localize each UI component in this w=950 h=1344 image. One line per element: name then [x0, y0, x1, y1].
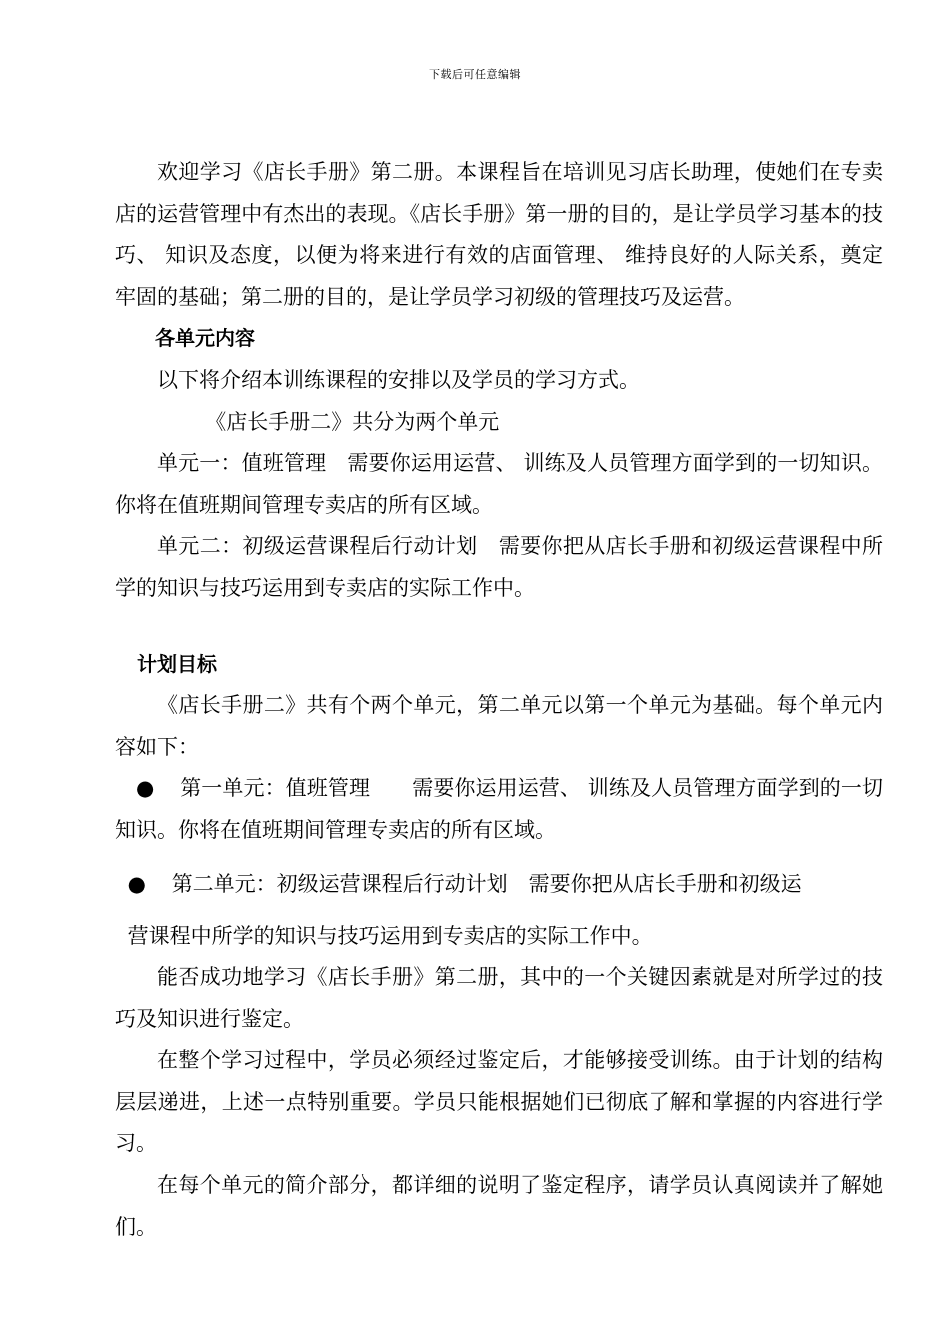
section-heading-units: 各单元内容 — [155, 326, 255, 351]
page-header-note: 下载后可任意编辑 — [429, 68, 521, 81]
bullet-text: 第一单元：值班管理 需要你运用运营、 训练及人员管理方面学到的一切知识。你将在值班期间管理专卖店的所有区域。 — [115, 776, 883, 842]
closing-paragraph: 在每个单元的简介部分，都详细的说明了鉴定程序，请学员认真阅读并了解她们。 — [115, 1173, 883, 1239]
goals-intro-paragraph: 《店长手册二》共有个两个单元，第二单元以第一个单元为基础。每个单元内容如下： — [115, 693, 883, 759]
bullet-dot-icon: ● — [127, 871, 146, 896]
process-paragraph: 在整个学习过程中，学员必须经过鉴定后，才能够接受训练。由于计划的结构层层递进，上述一点特别重要。学员只能根据她们已彻底了解和掌握的内容进行学习。 — [115, 1048, 883, 1156]
bullet-item-unit-two — [115, 852, 883, 916]
units-count-paragraph: 《店长手册二》共分为两个单元 — [205, 409, 500, 434]
bullet-dot-icon: ● — [136, 776, 155, 801]
assessment-paragraph: 能否成功地学习《店长手册》第二册，其中的一个关键因素就是对所学过的技巧及知识进行鉴定。 — [115, 965, 883, 1031]
units-intro-paragraph: 以下将介绍本训练课程的安排以及学员的学习方式。 — [157, 367, 640, 392]
unit-one-paragraph: 单元一：值班管理 需要你运用运营、 训练及人员管理方面学到的一切知识。你将在值班期间管理专卖店的所有区域。 — [115, 451, 883, 517]
intro-paragraph: 欢迎学习《店长手册》第二册。本课程旨在培训见习店长助理，使她们在专卖店的运营管理中有杰出的表现。《店长手册》第一册的目的，是让学员学习基本的技巧、 知识及态度，以便为将来进行有效的店面管理、 维持良好的人际关系，奠定牢固的基础；第二册的目的，是让学员学习初级的管理技巧及运营。 — [115, 160, 883, 309]
bullet-item-unit-two-continuation: 营课程中所学的知识与技巧运用到专卖店的实际工作中。 — [127, 923, 653, 948]
unit-two-paragraph: 单元二：初级运营课程后行动计划 需要你把从店长手册和初级运营课程中所学的知识与技巧运用到专卖店的实际工作中。 — [115, 534, 883, 600]
bullet-text: 第二单元：初级运营课程后行动计划 需要你把从店长手册和初级运 — [171, 871, 802, 896]
document-body — [115, 152, 883, 1248]
bullet-item-unit-one — [115, 768, 883, 851]
section-heading-goals: 计划目标 — [137, 651, 217, 676]
